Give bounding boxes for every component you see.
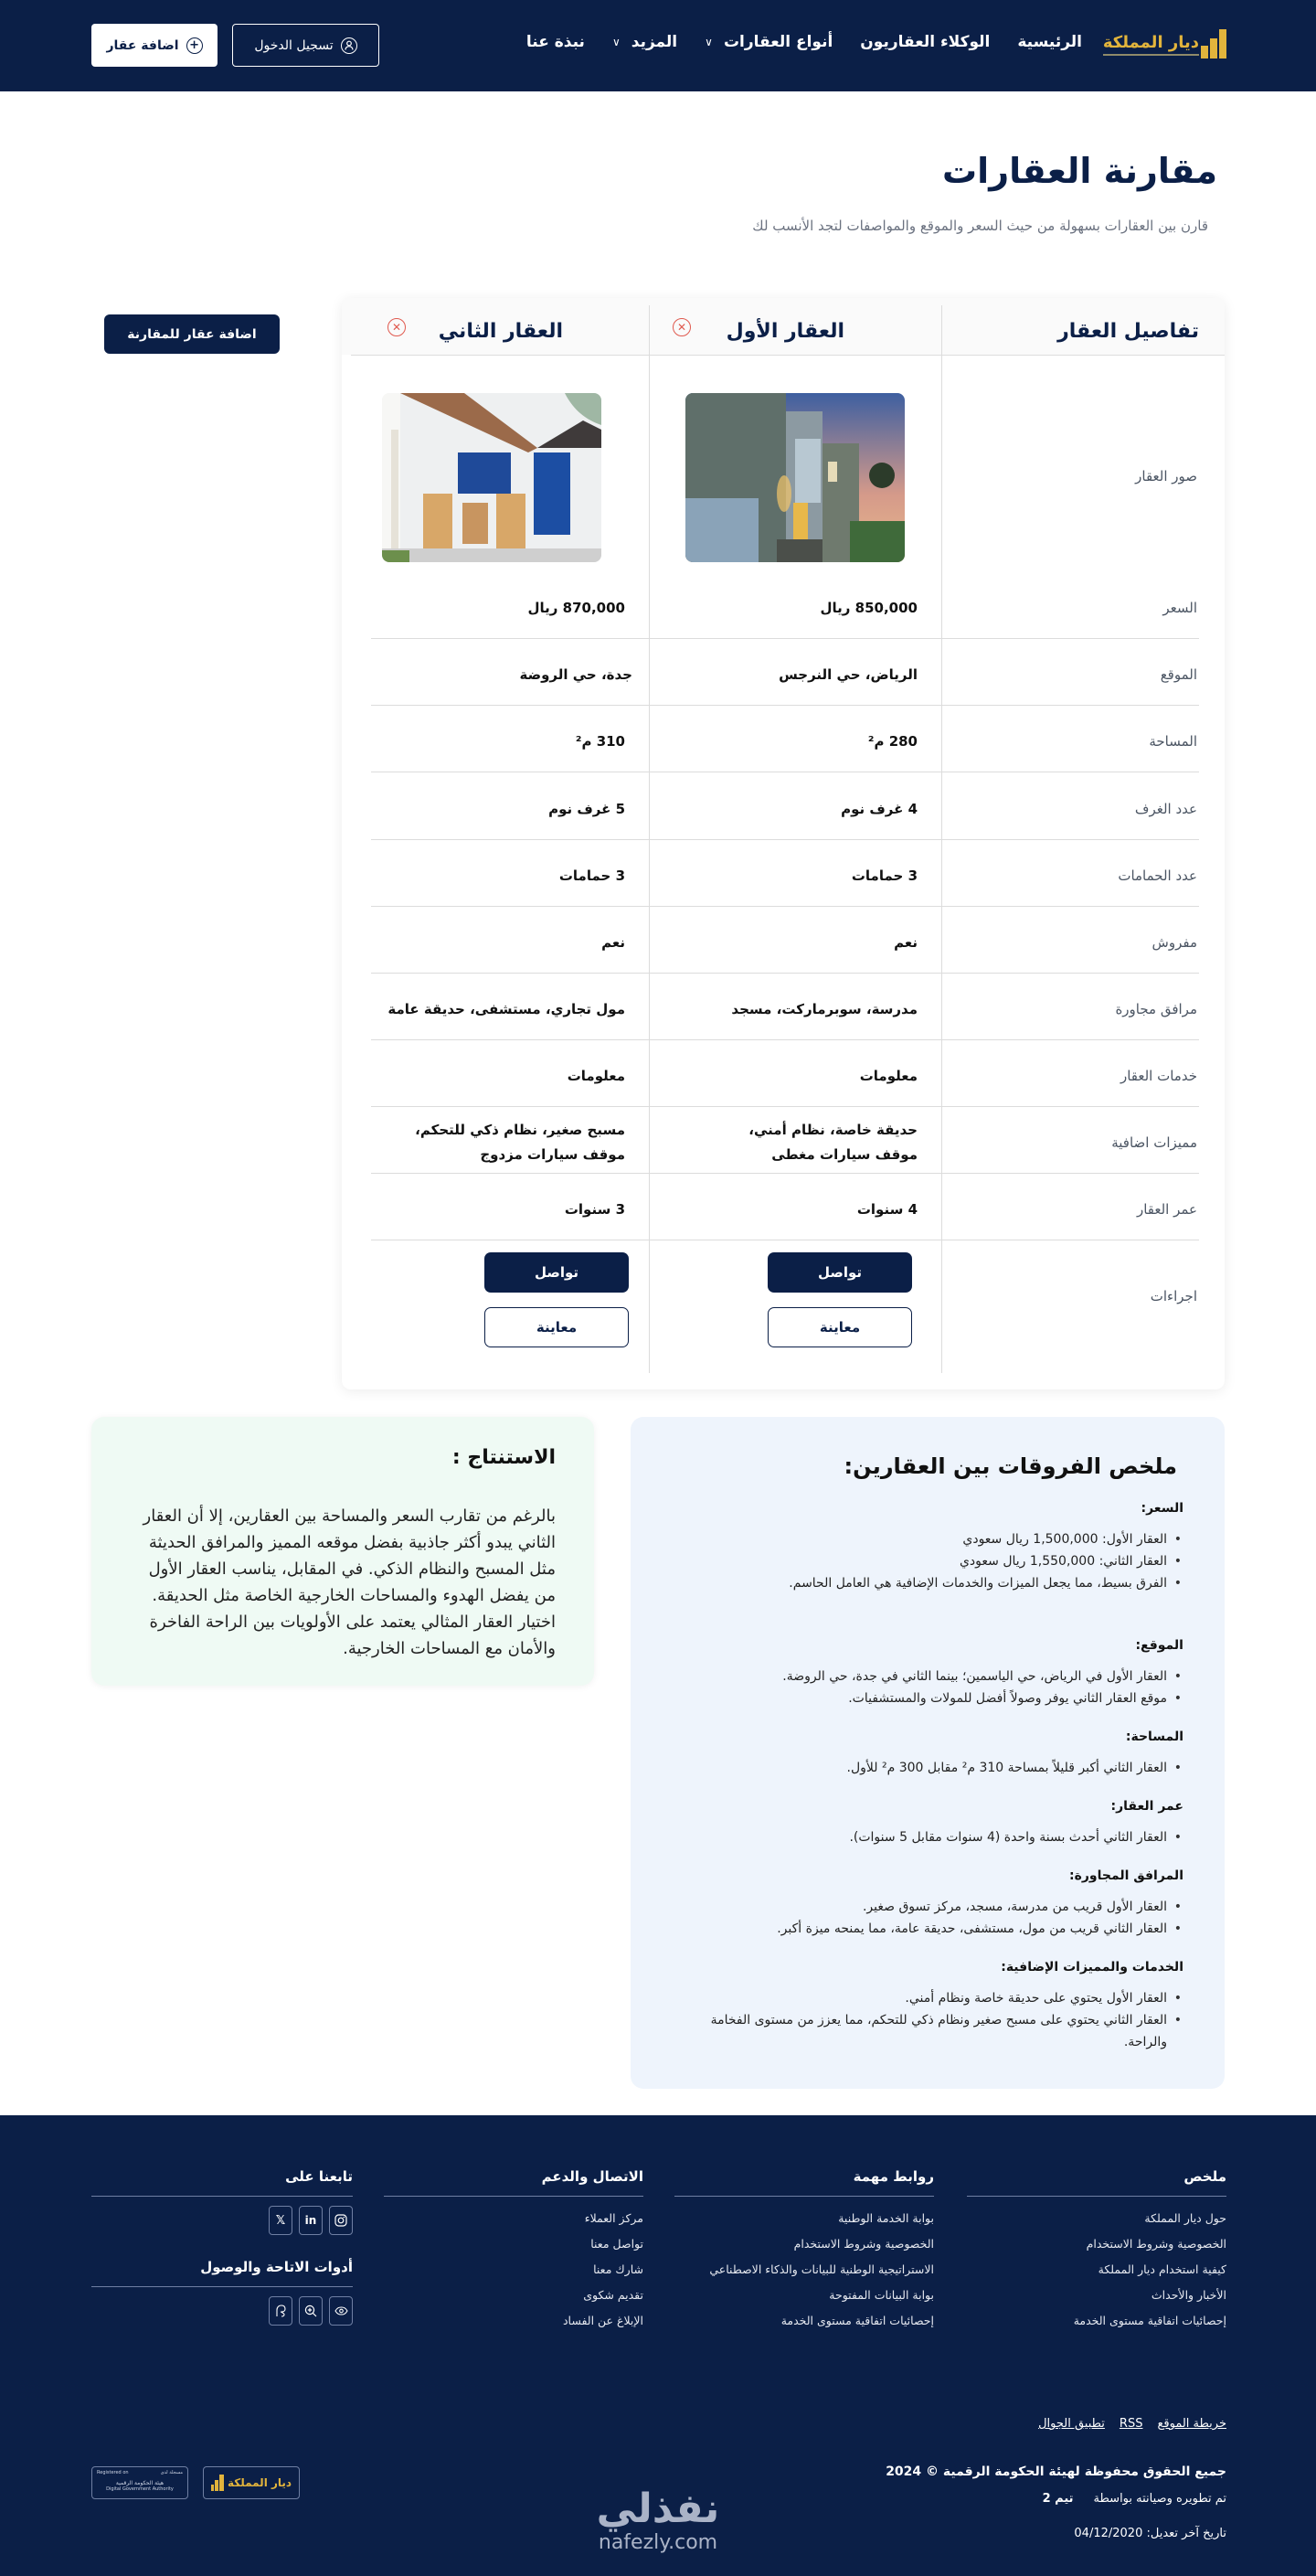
- main-nav: [526, 33, 1082, 51]
- summary-title: ملخص الفروقات بين العقارين:: [844, 1453, 1177, 1479]
- comparison-table: [342, 298, 1225, 1389]
- watermark: [576, 2486, 740, 2554]
- rss-link[interactable]: RSS: [1119, 2417, 1143, 2431]
- logo-text: ديار المملكة: [1103, 33, 1199, 56]
- linkedin-icon[interactable]: in: [299, 2206, 323, 2235]
- property-1-features: حديقة خاصة، نظام أمني، موقف سيارات مغطى: [748, 1122, 918, 1163]
- property-1-bathrooms: 3 حمامات: [851, 868, 918, 884]
- nav-agents[interactable]: [860, 33, 990, 51]
- footer-column-title: روابط مهمة: [674, 2168, 934, 2197]
- watermark-latin: nafezly.com: [598, 2531, 718, 2554]
- developed-by-label: تم تطويره وصيانته بواسطة: [1093, 2492, 1226, 2506]
- login-button[interactable]: [232, 24, 379, 67]
- row-label-actions: اجراءات: [1150, 1288, 1197, 1304]
- property-1-price: 850,000 ريال: [820, 600, 918, 616]
- footer-link[interactable]: حول ديار المملكة: [1144, 2211, 1226, 2225]
- logo-building-icon: [1203, 29, 1226, 59]
- summary-section-title: عمر العقار:: [1110, 1799, 1183, 1814]
- footer-link[interactable]: بوابة البيانات المفتوحة: [829, 2288, 934, 2302]
- summary-body: [672, 1501, 1183, 2053]
- row-label-bathrooms: عدد الحمامات: [1118, 868, 1197, 884]
- logo-building-icon: [211, 2475, 224, 2491]
- sign-language-icon[interactable]: [269, 2296, 292, 2326]
- summary-item: • الفرق بسيط، مما يجعل الميزات والخدمات الإضافية هي العامل الحاسم.: [672, 1572, 1167, 1594]
- developed-by: [1043, 2492, 1226, 2506]
- row-divider: [371, 1039, 1199, 1040]
- row-label-features: مميزات اضافية: [1111, 1134, 1197, 1151]
- row-divider: [371, 705, 1199, 706]
- login-label: تسجيل الدخول: [254, 37, 334, 53]
- nav-label: نبذة عنا: [525, 33, 585, 51]
- conclusion-card: [91, 1417, 594, 1686]
- summary-item: • العقار الثاني أكبر قليلاً بمساحة 310 م² مقابل 300 م² للأول.: [672, 1757, 1167, 1779]
- footer-column-important-links: [674, 2168, 934, 2334]
- mobile-app-link[interactable]: تطبيق الجوال: [1038, 2417, 1105, 2431]
- row-divider: [371, 589, 1199, 590]
- dga-badge-right: مسجلة لدى: [160, 2470, 183, 2475]
- summary-list: [672, 1757, 1183, 1779]
- nav-property-types[interactable]: [705, 33, 833, 51]
- property-1-area: 280 م²: [867, 733, 918, 750]
- nav-label: المزيد: [631, 33, 678, 51]
- remove-property-2-button[interactable]: ✕: [387, 318, 406, 336]
- property-2-features: مسبح صغير، نظام ذكي للتحكم، موقف سيارات مزدوج: [415, 1122, 625, 1163]
- summary-list: [672, 1666, 1183, 1709]
- footer-link[interactable]: الإبلاغ عن الفساد: [562, 2314, 643, 2327]
- summary-item: • العقار الأول قريب من مدرسة، مسجد، مركز تسوق صغير.: [672, 1896, 1167, 1918]
- property-2-nearby: مول تجاري، مستشفى، حديقة عامة: [387, 1001, 625, 1017]
- add-property-label: اضافة عقار: [106, 37, 179, 53]
- chevron-down-icon: ∨: [611, 36, 621, 48]
- footer-link[interactable]: تقديم شكوى: [583, 2288, 643, 2302]
- row-label-price: السعر: [1162, 600, 1197, 616]
- page-subtitle: قارن بين العقارات بسهولة من حيث السعر والموقع والمواصفات لتجد الأنسب لك: [752, 218, 1208, 234]
- zoom-in-icon[interactable]: [299, 2296, 323, 2326]
- nav-label: أنواع العقارات: [723, 33, 833, 51]
- summary-item: • العقار الأول: 1,500,000 ريال سعودي: [672, 1528, 1167, 1550]
- footer-link[interactable]: تواصل معنا: [590, 2237, 643, 2251]
- nav-more[interactable]: [612, 33, 677, 51]
- sitemap-link[interactable]: خريطة الموقع: [1157, 2417, 1226, 2431]
- property-1-services: معلومات: [859, 1068, 918, 1084]
- summary-item: • موقع العقار الثاني يوفر وصولاً أفضل للمولات والمستشفيات.: [672, 1687, 1167, 1709]
- property-2-services: معلومات: [567, 1068, 625, 1084]
- footer-link[interactable]: بوابة الخدمة الوطنية: [838, 2211, 934, 2225]
- social-links: [91, 2206, 353, 2235]
- footer-link[interactable]: كيفية استخدام ديار المملكة: [1098, 2262, 1226, 2276]
- property-1-nearby: مدرسة، سوبرماركت، مسجد: [731, 1001, 918, 1017]
- footer-column-title: أدوات الاتاحة والوصول: [91, 2259, 353, 2287]
- footer-link[interactable]: الخصوصية وشروط الاستخدام: [793, 2237, 934, 2251]
- footer-column-contact: [384, 2168, 643, 2334]
- header-divider: [351, 355, 1225, 356]
- summary-item: • العقار الثاني أحدث بسنة واحدة (4 سنوات مقابل 5 سنوات).: [672, 1826, 1167, 1848]
- dga-registration-badge[interactable]: [91, 2466, 188, 2499]
- row-label-photos: صور العقار: [1135, 468, 1197, 484]
- footer-link[interactable]: شارك معنا: [593, 2262, 643, 2276]
- footer-column-follow: [91, 2168, 353, 2326]
- summary-section-title: السعر:: [1141, 1501, 1183, 1516]
- property-2-photo[interactable]: [382, 393, 601, 562]
- row-label-nearby: مرافق مجاورة: [1115, 1001, 1197, 1017]
- x-icon[interactable]: 𝕏: [269, 2206, 292, 2235]
- property-1-rooms: 4 غرف نوم: [841, 801, 918, 817]
- conclusion-title: الاستنتاج :: [451, 1446, 556, 1469]
- footer-link[interactable]: إحصائيات اتفاقية مستوى الخدمة: [780, 2314, 934, 2327]
- footer-link[interactable]: مركز العملاء: [584, 2211, 643, 2225]
- footer-link[interactable]: الأخبار والأحداث: [1151, 2288, 1226, 2302]
- top-navbar: [0, 0, 1316, 91]
- site-logo[interactable]: [1103, 29, 1226, 59]
- differences-summary: [631, 1417, 1225, 2089]
- eye-icon[interactable]: [329, 2296, 353, 2326]
- footer-link[interactable]: إحصائيات اتفاقية مستوى الخدمة: [1073, 2314, 1226, 2327]
- property-1-age: 4 سنوات: [856, 1201, 918, 1218]
- summary-list: [672, 1528, 1183, 1594]
- footer-logo-text: ديار المملكة: [227, 2476, 292, 2489]
- footer-link[interactable]: الخصوصية وشروط الاستخدام: [1086, 2237, 1226, 2251]
- property-2-price: 870,000 ريال: [527, 600, 625, 616]
- property-2-location: جدة، حي الروضة: [519, 666, 632, 683]
- property-2-age: 3 سنوات: [564, 1201, 625, 1218]
- summary-section-title: الموقع:: [1135, 1638, 1183, 1653]
- row-divider: [371, 1106, 1199, 1107]
- summary-section-title: المساحة:: [1125, 1730, 1183, 1744]
- summary-section-title: الخدمات والمميزات الإضافية:: [1001, 1960, 1183, 1975]
- row-divider: [371, 973, 1199, 974]
- dga-badge-left: Registered on: [97, 2470, 129, 2475]
- footer-link[interactable]: الاستراتيجية الوطنية للبيانات والذكاء الاصطناعي: [709, 2262, 934, 2276]
- property-2-name: العقار الثاني: [438, 320, 563, 343]
- summary-list: [672, 1987, 1183, 2053]
- footer-column-title: تابعنا على: [91, 2168, 353, 2197]
- nav-label: الرئيسية: [1017, 33, 1082, 51]
- property-2-contact-button[interactable]: تواصل: [484, 1252, 629, 1293]
- footer-logo[interactable]: [203, 2466, 300, 2499]
- summary-item: • العقار الثاني يحتوي على مسبح صغير ونظام ذكي للتحكم، مما يعزز من مستوى الفخامة والراحة.: [672, 2009, 1167, 2053]
- row-label-furnished: مفروش: [1152, 934, 1197, 951]
- summary-item: • العقار الثاني: 1,550,000 ريال سعودي: [672, 1550, 1167, 1572]
- summary-list: [672, 1826, 1183, 1848]
- row-divider: [371, 839, 1199, 840]
- accessibility-tools: [91, 2296, 353, 2326]
- row-label-location: الموقع: [1160, 666, 1197, 683]
- summary-item: • العقار الثاني قريب من مول، مستشفى، حديقة عامة، مما يمنحه ميزة أكبر.: [672, 1918, 1167, 1940]
- user-icon: [341, 37, 357, 54]
- add-property-button[interactable]: [91, 24, 218, 67]
- nav-about[interactable]: [526, 33, 585, 51]
- details-header: تفاصيل العقار: [1057, 320, 1199, 343]
- developed-by-team: تيم 2: [1042, 2492, 1074, 2506]
- summary-section-title: المرافق المجاورة:: [1068, 1868, 1183, 1883]
- watermark-arabic: نفذلي: [596, 2486, 720, 2532]
- property-2-area: 310 م²: [575, 733, 625, 750]
- page-title: مقارنة العقارات: [941, 151, 1217, 191]
- property-1-furnished: نعم: [894, 934, 918, 951]
- footer-column-title: الاتصال والدعم: [384, 2168, 643, 2197]
- dga-badge-name: هيئة الحكومة الرقمية: [115, 2480, 164, 2486]
- property-1-view-button[interactable]: معاينة: [768, 1307, 912, 1347]
- row-divider: [371, 1173, 1199, 1174]
- row-label-rooms: عدد الغرف: [1134, 801, 1197, 817]
- property-2-view-button[interactable]: معاينة: [484, 1307, 629, 1347]
- property-2-bathrooms: 3 حمامات: [558, 868, 625, 884]
- dga-badge-header: [97, 2470, 183, 2475]
- instagram-icon[interactable]: [329, 2206, 353, 2235]
- footer-column-summary: [967, 2168, 1226, 2334]
- row-divider: [371, 638, 1199, 639]
- summary-list: [672, 1896, 1183, 1940]
- summary-item: • العقار الأول يحتوي على حديقة خاصة ونظام أمني.: [672, 1987, 1167, 2009]
- property-2-furnished: نعم: [601, 934, 625, 951]
- last-modified: تاريخ آخر تعديل: 04/12/2020: [1074, 2527, 1226, 2540]
- conclusion-text: بالرغم من تقارب السعر والمساحة بين العقارين، إلا أن العقار الثاني يبدو أكثر جاذبية بفضل موقعه المميز والمرافق الحديثة مثل المسبح والنظام الذكي. في المقابل، يناسب العقار الأول من يفضل الهدوء والمساحات الخارجية الخاصة مثل الحديقة. اختيار العقار المثالي يعتمد على الأولويات بين الراحة الفاخرة والأمان مع المساحات الخارجية.: [143, 1506, 556, 1658]
- property-1-location: الرياض، حي النرجس: [779, 666, 918, 683]
- chevron-down-icon: ∨: [705, 36, 713, 48]
- summary-item: • العقار الأول في الرياض، حي الياسمين؛ بينما الثاني في جدة، حي الروضة.: [672, 1666, 1167, 1687]
- property-1-name: العقار الأول: [726, 320, 844, 343]
- dga-badge-name-en: Digital Government Authority: [106, 2486, 174, 2492]
- row-label-services: خدمات العقار: [1120, 1068, 1197, 1084]
- row-label-age: عمر العقار: [1136, 1201, 1197, 1218]
- plus-circle-icon: +: [186, 37, 203, 54]
- nav-home[interactable]: [1017, 33, 1082, 51]
- row-divider: [371, 906, 1199, 907]
- footer-column-title: ملخص: [967, 2168, 1226, 2197]
- property-1-contact-button[interactable]: تواصل: [768, 1252, 912, 1293]
- row-label-area: المساحة: [1149, 733, 1197, 750]
- property-1-photo[interactable]: [685, 393, 905, 562]
- copyright: جميع الحقوق محفوظة لهيئة الحكومة الرقمية © 2024: [886, 2464, 1226, 2479]
- property-2-rooms: 5 غرف نوم: [548, 801, 625, 817]
- footer-bottom-links: [1038, 2417, 1226, 2431]
- nav-label: الوكلاء العقاريون: [860, 33, 991, 51]
- remove-property-1-button[interactable]: ✕: [673, 318, 691, 336]
- add-to-compare-button[interactable]: اضافة عقار للمقارنة: [104, 314, 280, 354]
